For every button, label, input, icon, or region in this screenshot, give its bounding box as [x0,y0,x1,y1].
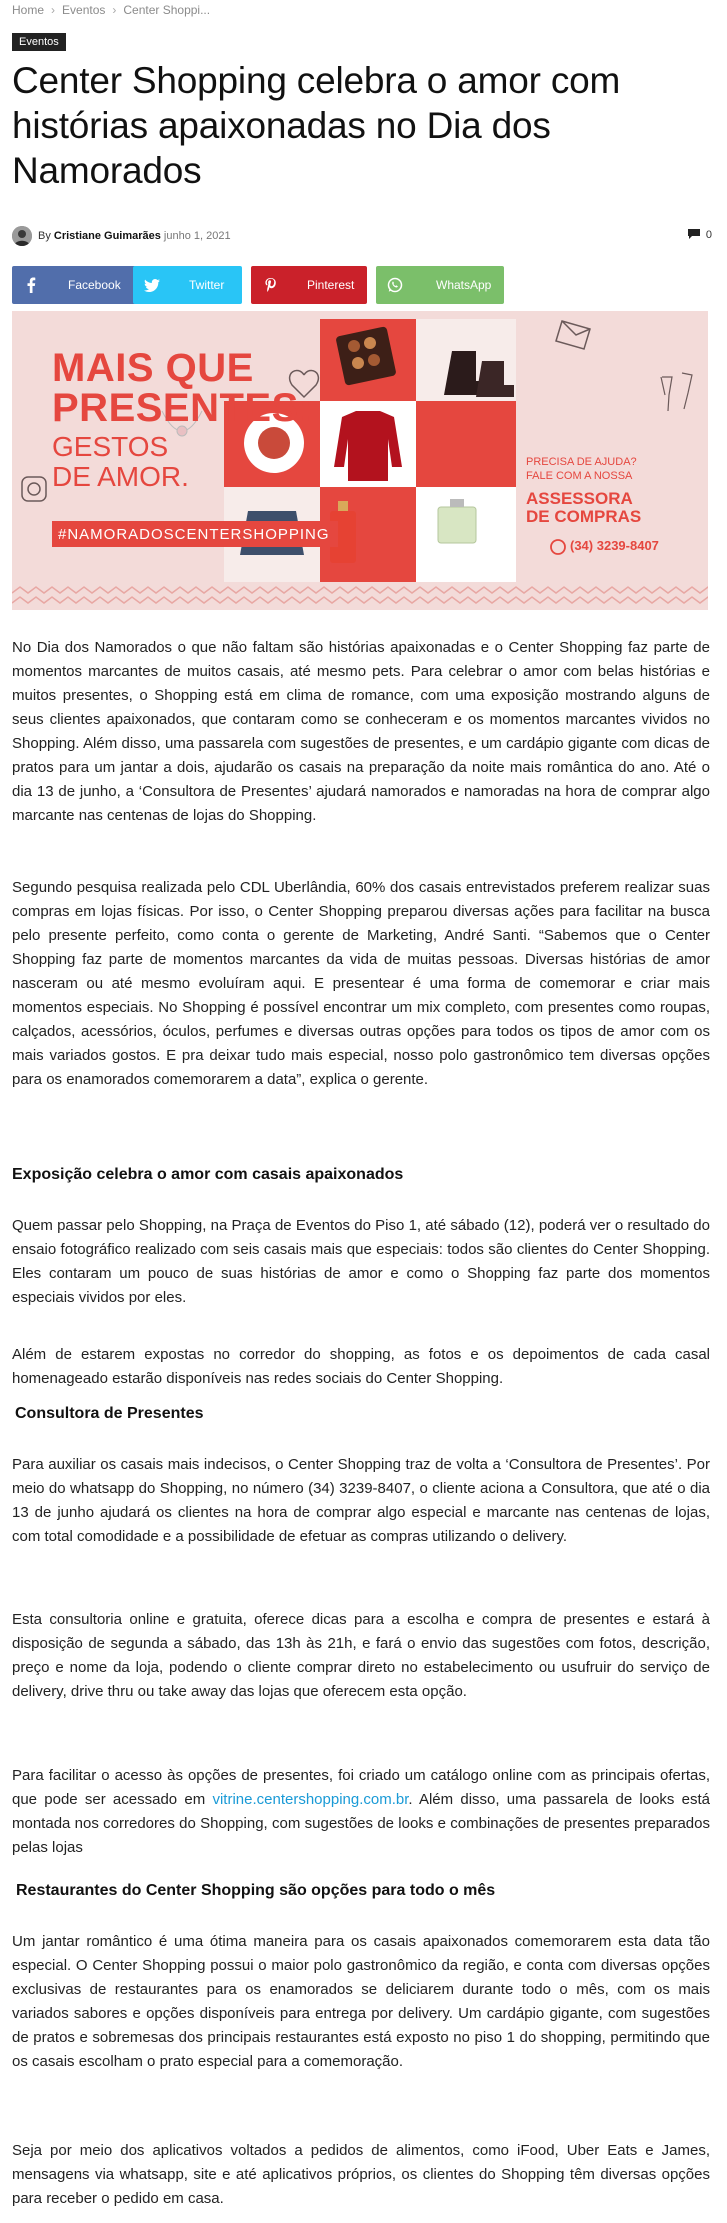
banner-headline-2: PRESENTES: [52,386,313,430]
section-heading: Restaurantes do Center Shopping são opções para todo o mês [16,1882,496,1899]
banner-help-2: FALE COM A NOSSA [526,470,633,482]
article-paragraph: Além de estarem expostas no corredor do shopping, as fotos e os depoimentos de cada casal homenageado estarão disponíveis nas redes sociais do Center Shopping. [12,1346,710,1387]
banner-help-3: ASSESSORA [526,489,633,508]
article-paragraph: No Dia dos Namorados o que não faltam são histórias apaixonadas e o Center Shopping faz parte de momentos marcantes de muitos casais, até mesmo pets. Para celebrar o amor com belas histórias e muitos presentes, o Shopping está em clima de romance, com uma exposição mostrando alguns de seus clientes apaixonados, que contaram como se conheceram e os momentos marcantes vividos no Shopping. Além disso, uma passarela com sugestões de presentes, e um cardápio gigante com dicas de pratos para um jantar a dois, ajudarão os casais na preparação da noite mais romântica do ano. Até o dia 13 de junho, a ‘Consultora de Presentes’ ajudará namorados e namoradas na hora de comprar algo marcante nas centenas de lojas do Shopping. [12,639,710,824]
chevron-right-icon: › [51,3,56,17]
banner-help-1: PRECISA DE AJUDA? [526,456,637,468]
chevron-right-icon: › [112,3,117,17]
banner-headline-1: MAIS QUE [52,346,254,390]
share-pinterest-button[interactable] [251,266,367,304]
article-text: Para facilitar o acesso às opções de presentes, foi criado um catálogo online com as principais ofertas, que pode ser acessado em [12,1767,710,1808]
breadcrumb-home[interactable]: Home [12,3,45,17]
share-whatsapp-label: WhatsApp [436,278,492,292]
avatar[interactable] [12,226,32,246]
banner-help-4: DE COMPRAS [526,507,642,526]
category-badge[interactable]: Eventos [12,33,66,51]
share-pinterest-label: Pinterest [307,278,355,292]
by-label: By [38,230,51,242]
whatsapp-icon [376,266,414,304]
share-twitter-button[interactable] [133,266,242,304]
banner-sub-2: DE AMOR. [52,461,189,492]
featured-image-banner [12,311,708,610]
section-heading: Consultora de Presentes [15,1405,204,1422]
article-paragraph: Esta consultoria online e gratuita, oferece dicas para a escolha e compra de presentes e estará à disposição de segunda a sábado, das 13h às 21h, e fará o envio das sugestões com fotos, descrição, preço e nome da loja, podendo o cliente comprar direto no estabelecimento ou usufruir do serviço de delivery, drive thru ou take away das lojas que oferecem esta opção. [12,1611,710,1700]
article-text: . Além disso, uma passarela de looks está montada nos corredores do Shopping, com sugestões de looks e combinações de presentes preparados pelas lojas [12,1791,710,1856]
article-paragraph: Quem passar pelo Shopping, na Praça de Eventos do Piso 1, até sábado (12), poderá ver o resultado do ensaio fotográfico realizado com seis casais mais que especiais: todos são clientes do Center Shopping. Eles contaram um pouco de suas histórias de amor e como o Shopping faz parte dos momentos especiais vividos por eles. [12,1217,710,1306]
section-heading: Exposição celebra o amor com casais apaixonados [12,1166,404,1183]
article-paragraph: Um jantar romântico é uma ótima maneira para os casais apaixonados comemorarem esta data tão especial. O Center Shopping possui o maior polo gastronômico da região, e conta com diversas opções exclusivas de restaurantes para os enamorados se deliciarem durante todo o mês, com os mais variados sabores e opções disponíveis para entrega por delivery. Um cardápio gigante, com sugestões de pratos e sobremesas dos principais restaurantes está exposto no piso 1 do shopping, permitindo que os casais escolham o prato especial para a comemoração. [12,1933,710,2070]
share-twitter-label: Twitter [189,278,225,292]
comments-count-link[interactable] [688,229,712,241]
article-paragraph [12,1764,710,1860]
post-date: junho 1, 2021 [163,230,231,242]
comment-icon [688,229,700,239]
banner-hashtag: #NAMORADOSCENTERSHOPPING [58,526,330,543]
page-title: Center Shopping celebra o amor com histórias apaixonadas no Dia dos Namorados [12,60,621,191]
post-meta [12,226,712,246]
breadcrumb-current: Center Shoppi... [123,3,211,17]
article-paragraph: Para auxiliar os casais mais indecisos, o Center Shopping traz de volta a ‘Consultora de Presentes’. Por meio do whatsapp do Shopping, no número (34) 3239-8407, o cliente aciona a Consultora, que até o dia 13 de junho ajudará os clientes na hora de comprar algo especial e marcante nas centenas de lojas, com total comodidade e a possibilidade de efetuar as compras utilizando o delivery. [12,1456,710,1545]
breadcrumb [12,3,210,17]
share-facebook-label: Facebook [68,278,121,292]
twitter-icon [133,266,171,304]
banner-phone: (34) 3239-8407 [570,538,659,553]
share-whatsapp-button[interactable] [376,266,504,304]
author-link[interactable]: Cristiane Guimarães [53,230,161,242]
banner-sub-1: GESTOS [52,431,169,462]
comments-count: 0 [705,229,712,241]
breadcrumb-events[interactable]: Eventos [62,3,106,17]
facebook-icon [12,266,50,304]
catalog-link[interactable]: vitrine.centershopping.com.br [212,1791,409,1808]
article-paragraph: Segundo pesquisa realizada pelo CDL Uberlândia, 60% dos casais entrevistados preferem realizar suas compras em lojas físicas. Por isso, o Center Shopping preparou diversas ações para facilitar na busca pelo presente perfeito, como conta o gerente de Marketing, André Santi. “Sabemos que o Center Shopping faz parte de momentos marcantes da vida de muitas pessoas. Diversas histórias de amor nasceram ou até mesmo evoluíram aqui. E presentear é uma forma de comemorar e criar mais momentos especiais. No Shopping é possível encontrar um mix completo, com presentes como roupas, calçados, acessórios, óculos, perfumes e diversas outras opções para todos os tipos de amor com os mais variados gostos. E pra deixar tudo mais especial, nosso polo gastronômico tem diversas opções para os enamorados comemorarem a data”, explica o gerente. [12,879,710,1088]
article-paragraph: Seja por meio dos aplicativos voltados a pedidos de alimentos, como iFood, Uber Eats e James, mensagens via whatsapp, site e até aplicativos próprios, os clientes do Shopping têm diversas opções para receber o pedido em casa. [12,2142,710,2207]
pinterest-icon [251,266,289,304]
